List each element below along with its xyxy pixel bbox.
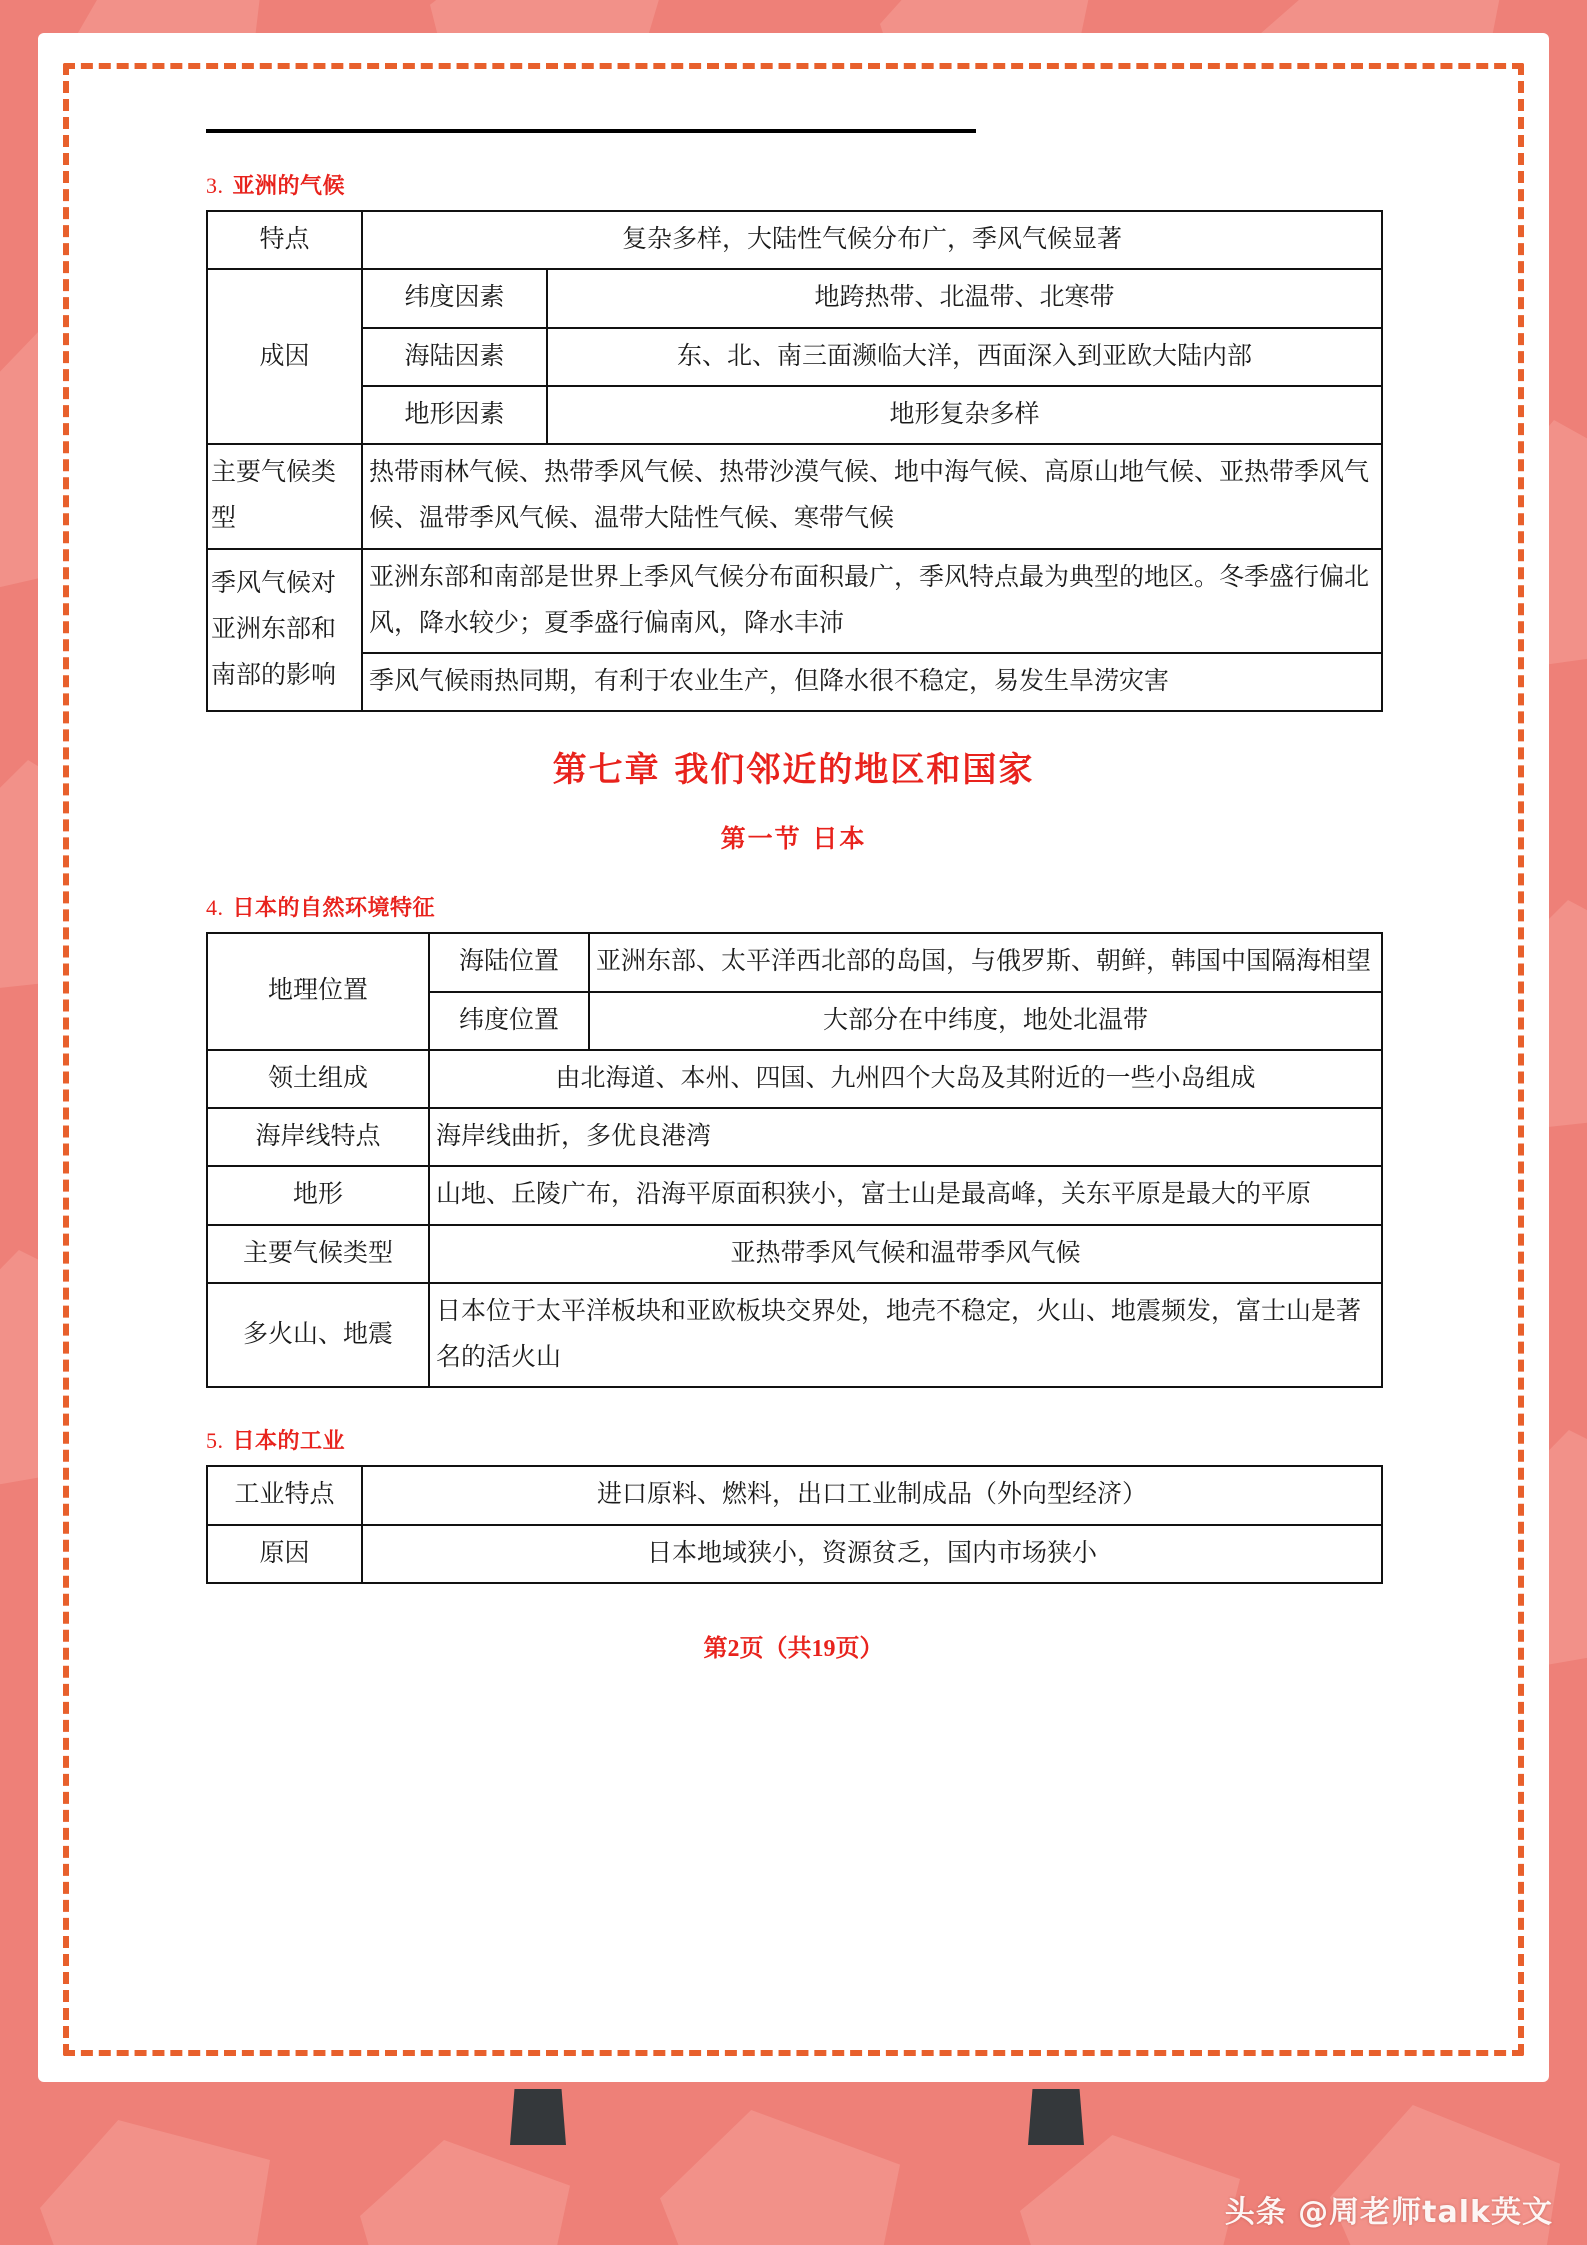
table-row [207,1283,1382,1388]
cell-value: 由北海道、本州、四国、九州四个大岛及其附近的一些小岛组成 [429,1050,1382,1108]
cell-value: 亚洲东部和南部是世界上季风气候分布面积最广，季风特点最为典型的地区。冬季盛行偏北风，降水较少；夏季盛行偏南风，降水丰沛 [362,549,1382,654]
table-row [207,1108,1382,1166]
footer-total-pages: 19 [811,1635,836,1662]
cell-label: 海岸线特点 [207,1108,429,1166]
table-row [207,444,1382,549]
table-row [207,653,1382,711]
table-asia-climate [206,210,1383,712]
section-title-text: 日本的自然环境特征 [232,896,436,922]
footer-prefix: 第 [703,1633,728,1662]
section-title-text: 日本的工业 [232,1429,346,1455]
cell-label: 主要气候类型 [207,1225,429,1283]
section-heading-5 [206,1424,1457,1455]
cell-label: 地形 [207,1166,429,1224]
stand-foot-left [510,2089,566,2145]
cell-sublabel: 海陆位置 [429,933,589,991]
cell-value: 山地、丘陵广布，沿海平原面积狭小，富士山是最高峰，关东平原是最大的平原 [429,1166,1382,1224]
watermark: 头条 @周老师talk英文 [1224,2195,1553,2230]
table-japan-environment [206,932,1383,1388]
table-row [207,1166,1382,1224]
section-title-text: 亚洲的气候 [232,174,346,199]
cell-value: 进口原料、燃料，出口工业制成品（外向型经济） [362,1466,1382,1524]
cell-label: 工业特点 [207,1466,362,1524]
section-title: 第一节 日本 [720,824,867,854]
footer-mid: 页（共 [739,1633,812,1662]
cell-value: 季风气候雨热同期，有利于农业生产，但降水很不稳定，易发生旱涝灾害 [362,653,1382,711]
cell-value: 热带雨林气候、热带季风气候、热带沙漠气候、地中海气候、高原山地气候、亚热带季风气候、温带季风气候、温带大陆性气候、寒带气候 [362,444,1382,549]
section-heading-4 [206,891,1457,922]
cell-value: 亚热带季风气候和温带季风气候 [429,1225,1382,1283]
cell-value: 复杂多样，大陆性气候分布广，季风气候显著 [362,211,1382,269]
table-row [207,1225,1382,1283]
table-row [207,211,1382,269]
backdrop-polygon [1020,2135,1240,2245]
stand-foot-right [1028,2089,1084,2145]
page-card [38,33,1549,2082]
cell-value: 大部分在中纬度，地处北温带 [589,992,1382,1050]
cell-label: 成因 [207,269,362,444]
section-number: 4. [206,895,224,921]
cell-sublabel: 纬度因素 [362,269,547,327]
footer-suffix: 页） [835,1633,884,1662]
footer-page-number: 2 [727,1635,740,1662]
table-row [207,1050,1382,1108]
cell-label: 多火山、地震 [207,1283,429,1388]
cell-label: 原因 [207,1525,362,1583]
table-row [207,269,1382,327]
cell-value: 地跨热带、北温带、北寒带 [547,269,1382,327]
table-row [207,386,1382,444]
backdrop-polygon [40,2120,270,2245]
cell-value: 日本地域狭小，资源贫乏，国内市场狭小 [362,1525,1382,1583]
cell-sublabel: 纬度位置 [429,992,589,1050]
cell-value: 地形复杂多样 [547,386,1382,444]
table-row [207,1525,1382,1583]
cell-value: 海岸线曲折，多优良港湾 [429,1108,1382,1166]
header-rule [206,129,976,133]
table-row [207,933,1382,991]
document-content [130,105,1457,2035]
cell-label: 特点 [207,211,362,269]
table-row [207,549,1382,654]
cell-sublabel: 海陆因素 [362,328,547,386]
section-number: 3. [206,173,224,198]
table-row [207,1466,1382,1524]
page-footer [130,1628,1457,1663]
cell-sublabel: 地形因素 [362,386,547,444]
cell-label: 季风气候对亚洲东部和南部的影响 [207,549,362,712]
cell-value: 亚洲东部、太平洋西北部的岛国，与俄罗斯、朝鲜，韩国中国隔海相望 [589,933,1382,991]
chapter-title: 第七章 我们邻近的地区和国家 [552,750,1035,791]
cell-label: 领土组成 [207,1050,429,1108]
cell-value: 东、北、南三面濒临大洋，西面深入到亚欧大陆内部 [547,328,1382,386]
cell-label: 地理位置 [207,933,429,1050]
table-japan-industry [206,1465,1383,1584]
backdrop-polygon [360,2140,570,2245]
section-heading-3 [206,169,1457,200]
cell-value: 日本位于太平洋板块和亚欧板块交界处，地壳不稳定，火山、地震频发，富士山是著名的活火山 [429,1283,1382,1388]
table-row [207,328,1382,386]
backdrop-polygon [660,2110,900,2245]
section-number: 5. [206,1428,224,1454]
cell-label: 主要气候类型 [207,444,362,549]
